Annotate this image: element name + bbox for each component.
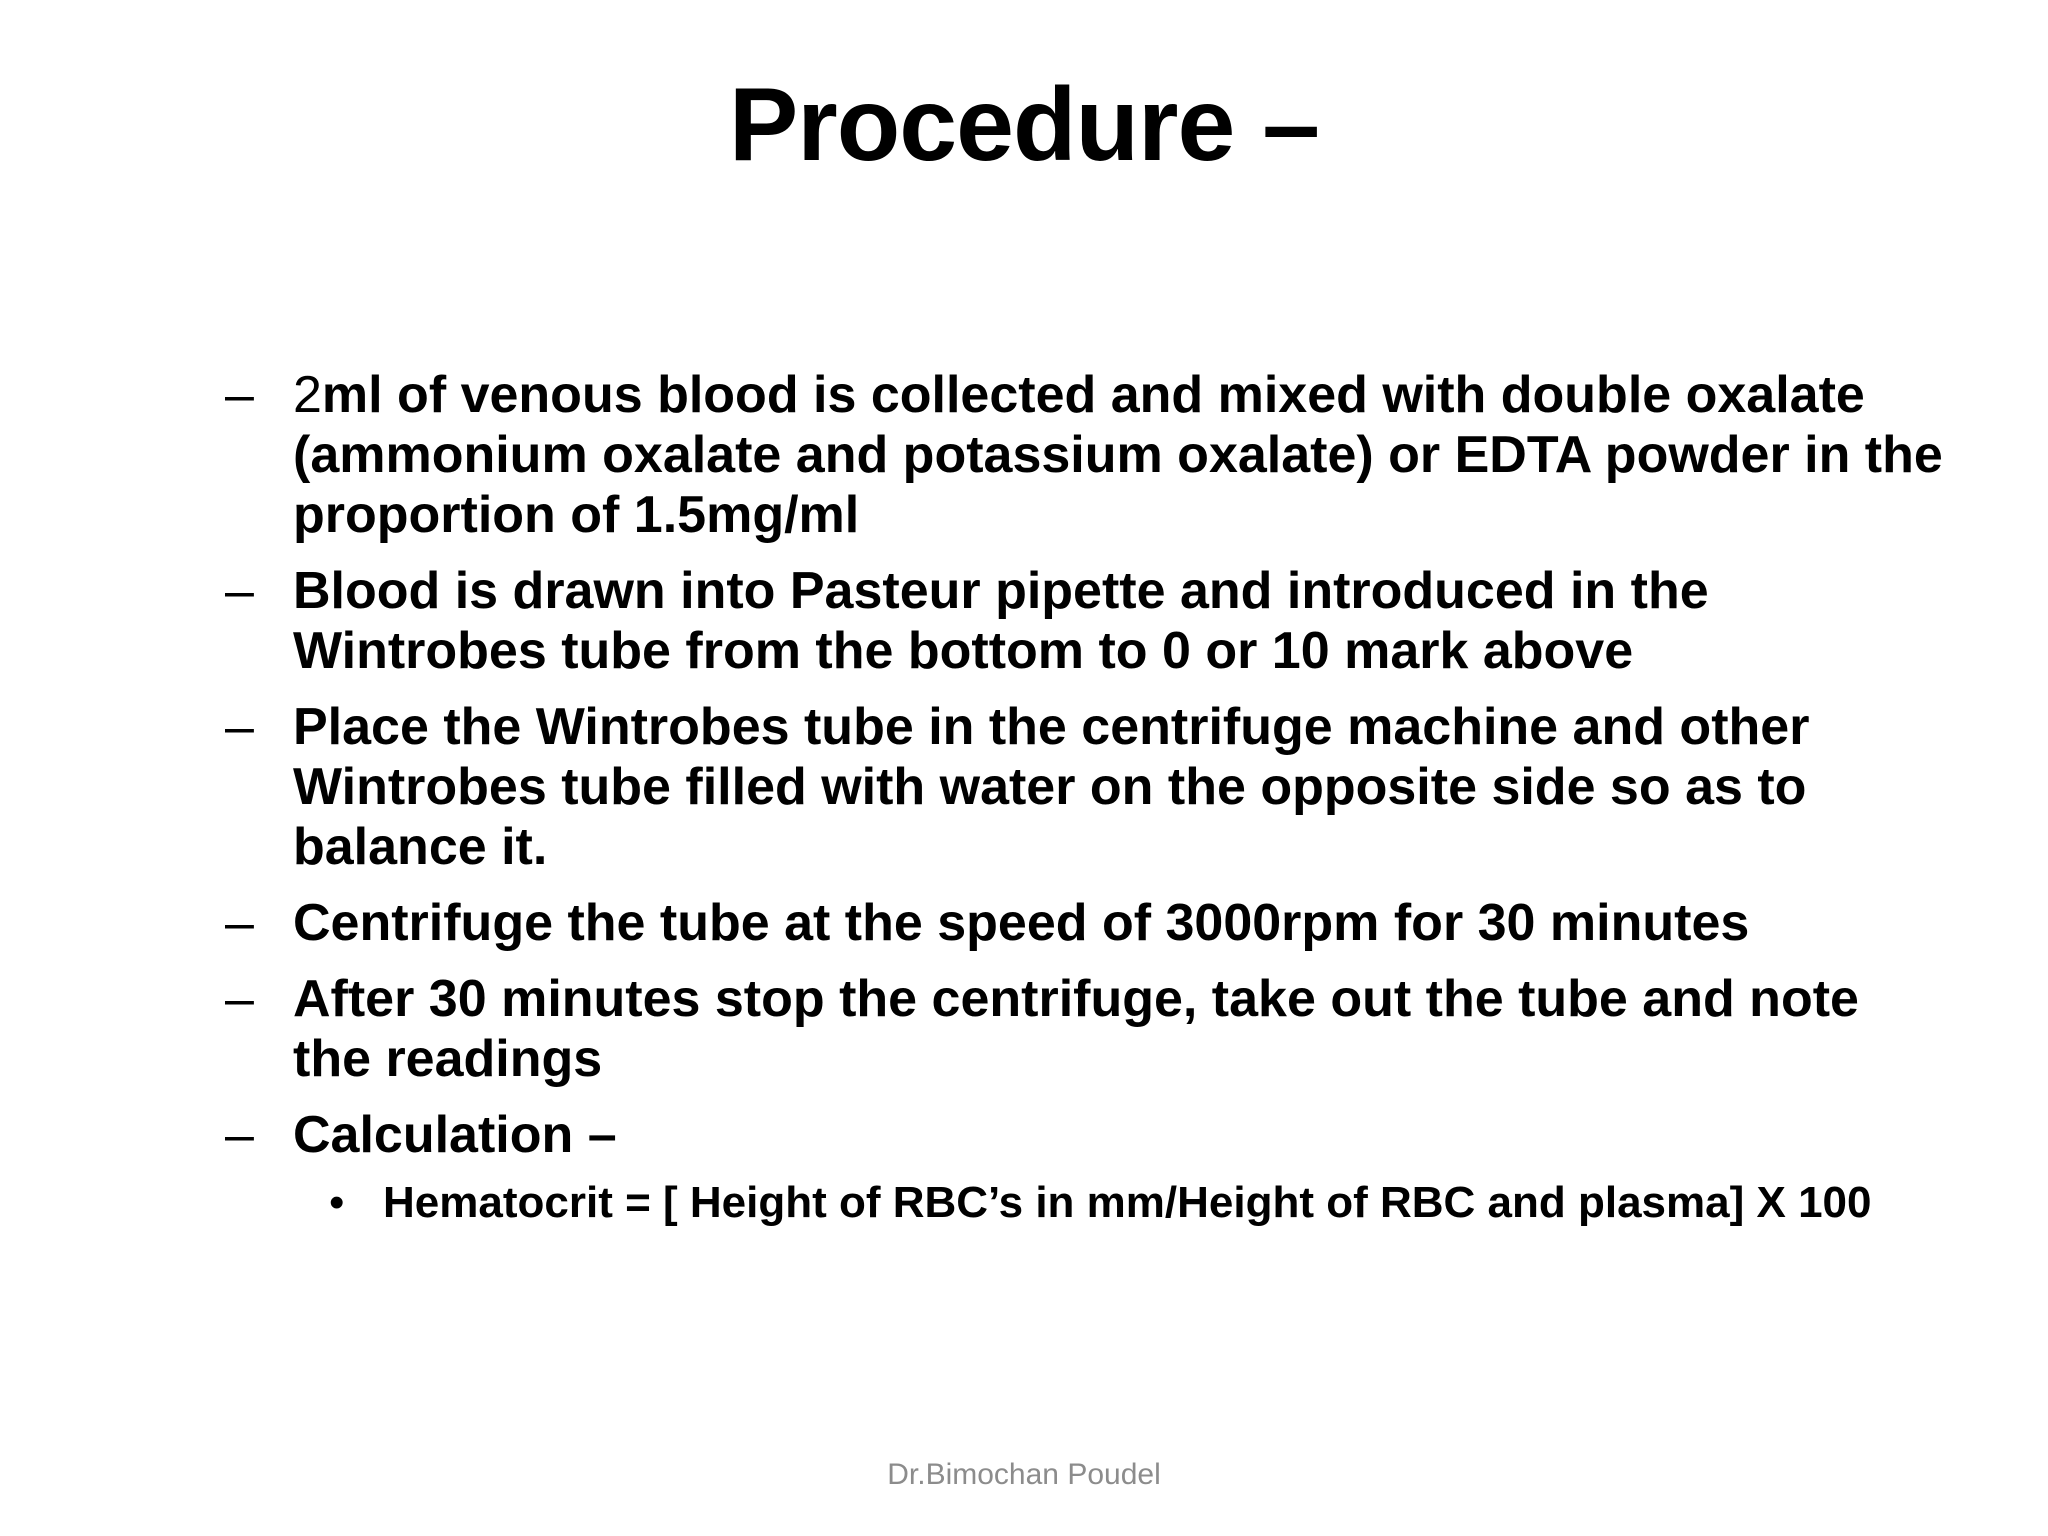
dash-marker: – [225,1106,254,1164]
dash-marker: – [225,894,254,952]
item-text: Calculation – [293,1106,617,1164]
item-text: After 30 minutes stop the centrifuge, take out the tube and note the readings [293,970,1859,1088]
formula-text: Hematocrit = [ Height of RBC’s in mm/Height of RBC and plasma] X 100 [383,1178,1872,1227]
item-text: Place the Wintrobes tube in the centrifuge machine and other Wintrobes tube filled with water on the opposite side so as to balance it. [293,698,1810,876]
dash-marker: – [225,366,254,424]
list-item-readings [225,969,1945,1089]
item-text: ml of venous blood is collected and mixed with double oxalate (ammonium oxalate and potassium oxalate) or EDTA powder in the proportion of 1.5mg/ml [293,366,1943,544]
dash-marker: – [225,698,254,756]
list-item-collect-blood [225,365,1945,545]
slide-title: Procedure – [728,67,1320,183]
list-item-centrifuge [225,893,1945,953]
list-item-calculation [225,1105,1945,1165]
item-text: Centrifuge the tube at the speed of 3000rpm for 30 minutes [293,894,1750,952]
dash-marker: – [225,562,254,620]
list-item-pipette [225,561,1945,681]
footer-author: Dr.Bimochan Poudel [887,1458,1161,1491]
procedure-list [225,365,1945,1229]
item-text: Blood is drawn into Pasteur pipette and introduced in the Wintrobes tube from the bottom to 0 or 10 mark above [293,562,1709,680]
dash-marker: – [225,970,254,1028]
list-item-place-tube [225,697,1945,877]
bullet-marker: • [329,1178,345,1227]
sub-item-hematocrit-formula [225,1177,1945,1229]
item-lead-number: 2 [293,366,322,424]
